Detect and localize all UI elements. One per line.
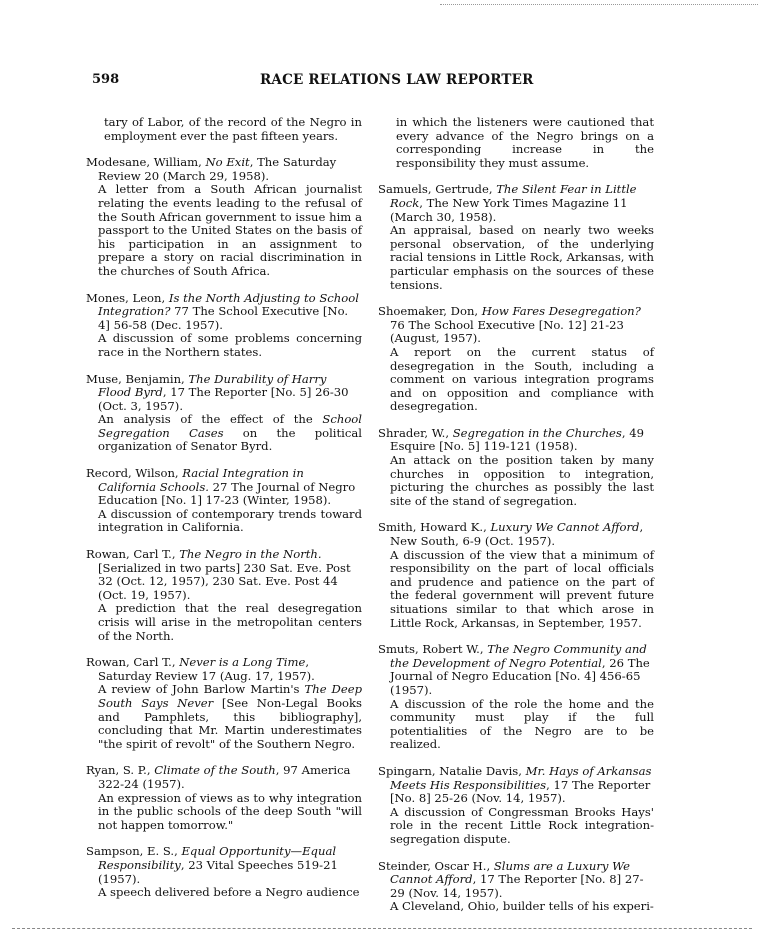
entry-citation: Spingarn, Natalie Davis, Mr. Hays of Arkansas Meets His Responsibilities, 17 The Reporter [No. 8] 25-26 (Nov. 14, 1957). [378,763,652,806]
entry-annotation: A review of John Barlow Martin's The Deep South Says Never [See Non-Legal Books and Pamphlets, this bibliography], concluding that Mr. Martin underestimates "the spirit of revolt" of the Southern Negro. [98,682,363,751]
entry-citation: Rowan, Carl T., The Negro in the North. [Serialized in two parts] 230 Sat. Eve. Post 32 (Oct. 12, 1957), 230 Sat. Eve. Post 44 (Oct. 19, 1957). [86,547,351,602]
entry-annotation: A discussion of Congressman Brooks Hays' role in the recent Little Rock integration-segregation dispute. [390,804,654,846]
entry-citation: Smuts, Robert W., The Negro Community and the Development of Negro Potential, 26 The Journal of Negro Education [No. 4] 456-65 (1957). [378,642,650,697]
bibliography-entry [378,305,654,414]
bibliography-entry [378,427,654,509]
bibliography-entry [86,656,362,751]
entry-citation: Shrader, W., Segregation in the Churches, 49 Esquire [No. 5] 119-121 (1958). [378,425,644,454]
entry-citation: Modesane, William, No Exit, The Saturday Review 20 (March 29, 1958). [86,155,337,183]
page-number: 598 [92,72,120,87]
running-title: RACE RELATIONS LAW REPORTER [260,72,534,88]
right-column [378,116,654,927]
entry-citation: Rowan, Carl T., Never is a Long Time, Saturday Review 17 (Aug. 17, 1957). [86,655,315,683]
entry-annotation: An expression of views as to why integration in the public schools of the deep South "will not happen tomorrow." [98,790,362,832]
entry-annotation: A speech delivered before a Negro audience [98,885,360,900]
entry-citation: Ryan, S. P., Climate of the South, 97 America 322-24 (1957). [86,763,351,791]
entry-annotation: An appraisal, based on nearly two weeks personal observation, of the underlying racial tensions in Little Rock, Arkansas, with particular emphasis on the sources of these tensions. [390,223,654,292]
bibliography-entry [378,521,654,630]
entry-citation: Shoemaker, Don, How Fares Desegregation? 76 The School Executive [No. 12] 21-23 (August, 1957). [378,304,641,346]
entry-annotation: A prediction that the real desegregation crisis will arise in the metropolitan centers of the North. [98,601,362,643]
entry-citation: Samuels, Gertrude, The Silent Fear in Little Rock, The New York Times Magazine 11 (March 30, 1958). [378,182,637,224]
left-column [86,116,362,913]
bibliography-entry [86,467,362,535]
entry-annotation: A discussion of the role the home and the community must play if the full potentialities of the Negro are to be realized. [390,696,654,752]
entry-citation: Record, Wilson, Racial Integration in California Schools. 27 The Journal of Negro Education [No. 1] 17-23 (Winter, 1958). [86,466,356,508]
continuation-text: tary of Labor, of the record of the Negro in employment ever the past fifteen years. [104,115,362,143]
scan-edge-dots [440,4,758,5]
bibliography-entry [86,548,362,643]
entry-citation: Sampson, E. S., Equal Opportunity—Equal Responsibility, 23 Vital Speeches 519-21 (1957). [86,844,338,886]
bibliography-entry [378,765,654,847]
entry-annotation: A discussion of contemporary trends toward integration in California. [98,506,362,535]
entry-citation: Muse, Benjamin, The Durability of Harry Flood Byrd, 17 The Reporter [No. 5] 26-30 (Oct. 3, 1957). [86,371,349,413]
entry-annotation: A Cleveland, Ohio, builder tells of his experi- [390,899,654,914]
bibliography-entry [378,183,654,292]
bibliography-entry [86,156,362,278]
entry-annotation: An analysis of the effect of the School Segregation Cases on the political organization of Senator Byrd. [98,412,362,454]
entry-citation: Smith, Howard K., Luxury We Cannot Afford, New South, 6-9 (Oct. 1957). [378,520,644,549]
entry-annotation: An attack on the position taken by many churches in opposition to integration, picturing the churches as possibly the last site of the stand of segregation. [390,453,654,508]
bibliography-entry [86,373,362,455]
bibliography-entry [86,764,362,832]
continuation-text: in which the listeners were cautioned that every advance of the Negro brings on a corresponding increase in the responsibility they must assume. [396,115,654,170]
entry-citation: Steinder, Oscar H., Slums are a Luxury We Cannot Afford, 17 The Reporter [No. 8] 27-29 (Nov. 14, 1957). [378,858,644,900]
bibliography-entry [378,643,654,752]
bibliography-entry [86,845,362,899]
entry-annotation: A discussion of the view that a minimum of responsibility on the part of local officials and prudence and patience on the part of the federal government will prevent future situations similar to that which arose in Little Rock, Arkansas, in September, 1957. [390,547,654,630]
bibliography-entry [86,292,362,360]
entry-annotation: A letter from a South African journalist relating the events leading to the refusal of the South African government to issue him a passport to the United States on the basis of his participation in an assignment to prepare a story on racial discrimination in the churches of South Africa. [98,182,362,278]
scan-bottom-edge [12,928,752,929]
bibliography-entry [378,860,654,914]
entry-annotation: A discussion of some problems concerning race in the Northern states. [98,331,362,359]
entry-citation: Mones, Leon, Is the North Adjusting to School Integration? 77 The School Executive [No. 4] 56-58 (Dec. 1957). [86,290,359,332]
entry-annotation: A report on the current status of desegregation in the South, including a comment on various integration programs and on opposition and compliance with desegregation. [390,344,654,414]
